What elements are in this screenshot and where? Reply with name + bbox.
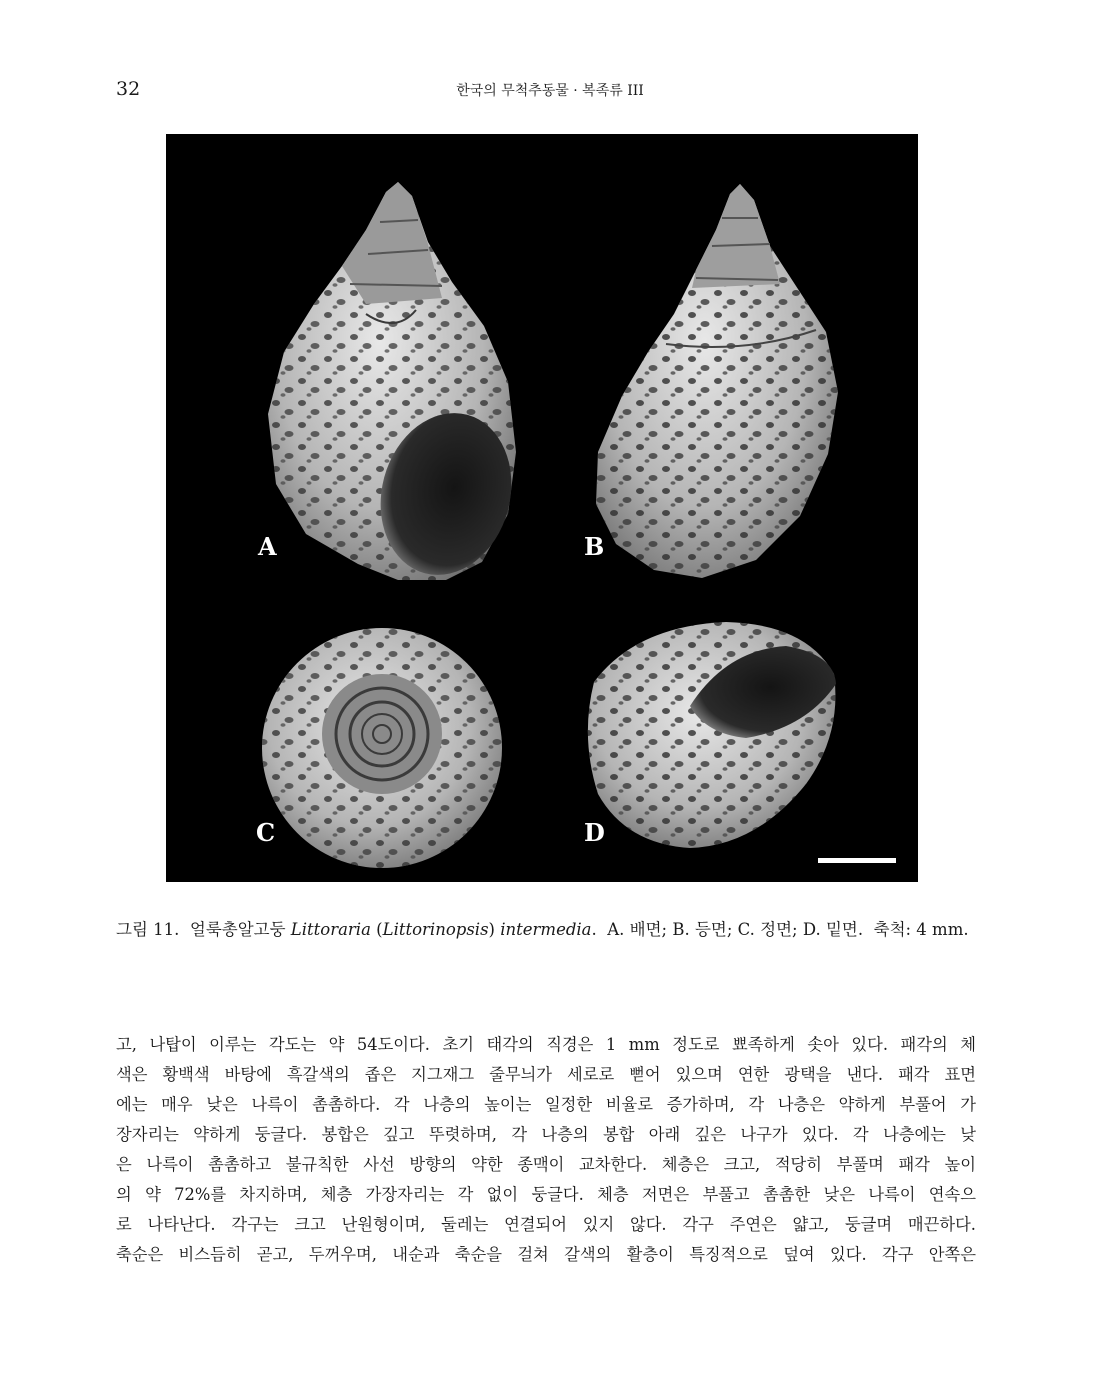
species-epithet: intermedia <box>500 920 592 939</box>
panel-label-b: B <box>584 532 605 561</box>
figure-caption: 그림 11. 얼룩총알고둥 Littoraria (Littorinopsis) intermedia. A. 배면; B. 등면; C. 정면; D. 밑면. 축척: 4 mm. <box>116 920 969 939</box>
body-line: 에는 매우 낮은 나륵이 촘촘하다. 각 나층의 높이는 일정한 비율로 증가하며, 각 나층은 약하게 부풀어 가 <box>116 1095 976 1114</box>
subgenus-name: Littorinopsis <box>382 920 489 939</box>
shell-d-basal-view <box>588 622 836 848</box>
shell-c-apical-view <box>262 628 502 868</box>
scale-note: 축척: 4 mm. <box>873 920 969 939</box>
body-line: 고, 나탑이 이루는 각도는 약 54도이다. 초기 태각의 직경은 1 mm 정도로 뾰족하게 솟아 있다. 패각의 체 <box>116 1035 976 1054</box>
figure-plate <box>166 134 918 882</box>
page-number: 32 <box>116 78 141 100</box>
panel-label-c: C <box>256 818 276 847</box>
korean-species-name: 얼룩총알고둥 <box>189 920 286 939</box>
genus-name: Littoraria <box>290 920 371 939</box>
body-line: 색은 황백색 바탕에 흑갈색의 좁은 지그재그 줄무늬가 세로로 뻗어 있으며 연한 광택을 낸다. 패각 표면 <box>116 1065 976 1084</box>
body-line: 로 나타난다. 각구는 크고 난원형이며, 둘레는 연결되어 있지 않다. 각구 주연은 얇고, 둥글며 매끈하다. <box>116 1215 976 1234</box>
figure-label: 그림 11. <box>116 920 180 939</box>
body-line: 장자리는 약하게 둥글다. 봉합은 깊고 뚜렷하며, 각 나층의 봉합 아래 깊은 나구가 있다. 각 나층에는 낮 <box>116 1125 976 1144</box>
body-line: 축순은 비스듬히 곧고, 두꺼우며, 내순과 축순을 걸쳐 갈색의 활층이 특징적으로 덮여 있다. 각구 안쪽은 <box>116 1245 976 1264</box>
body-line: 은 나륵이 촘촘하고 불규칙한 사선 방향의 약한 종맥이 교차한다. 체층은 크고, 적당히 부풀며 패각 높이 <box>116 1155 976 1174</box>
panel-label-a: A <box>258 532 277 561</box>
body-line: 의 약 72%를 차지하며, 체층 가장자리는 각 없이 둥글다. 체층 저면은 부풀고 촘촘한 낮은 나륵이 연속으 <box>116 1185 976 1204</box>
shell-a-apertural-view <box>268 182 529 590</box>
scale-bar <box>818 858 896 863</box>
shell-b-dorsal-view <box>596 184 838 578</box>
body-text <box>116 1030 976 1270</box>
view-legend: A. 배면; B. 등면; C. 정면; D. 밑면. <box>607 920 864 939</box>
panel-label-d: D <box>584 818 605 847</box>
running-head: 한국의 무척추동물 · 복족류 III <box>456 83 644 99</box>
shell-photographs <box>166 134 918 882</box>
